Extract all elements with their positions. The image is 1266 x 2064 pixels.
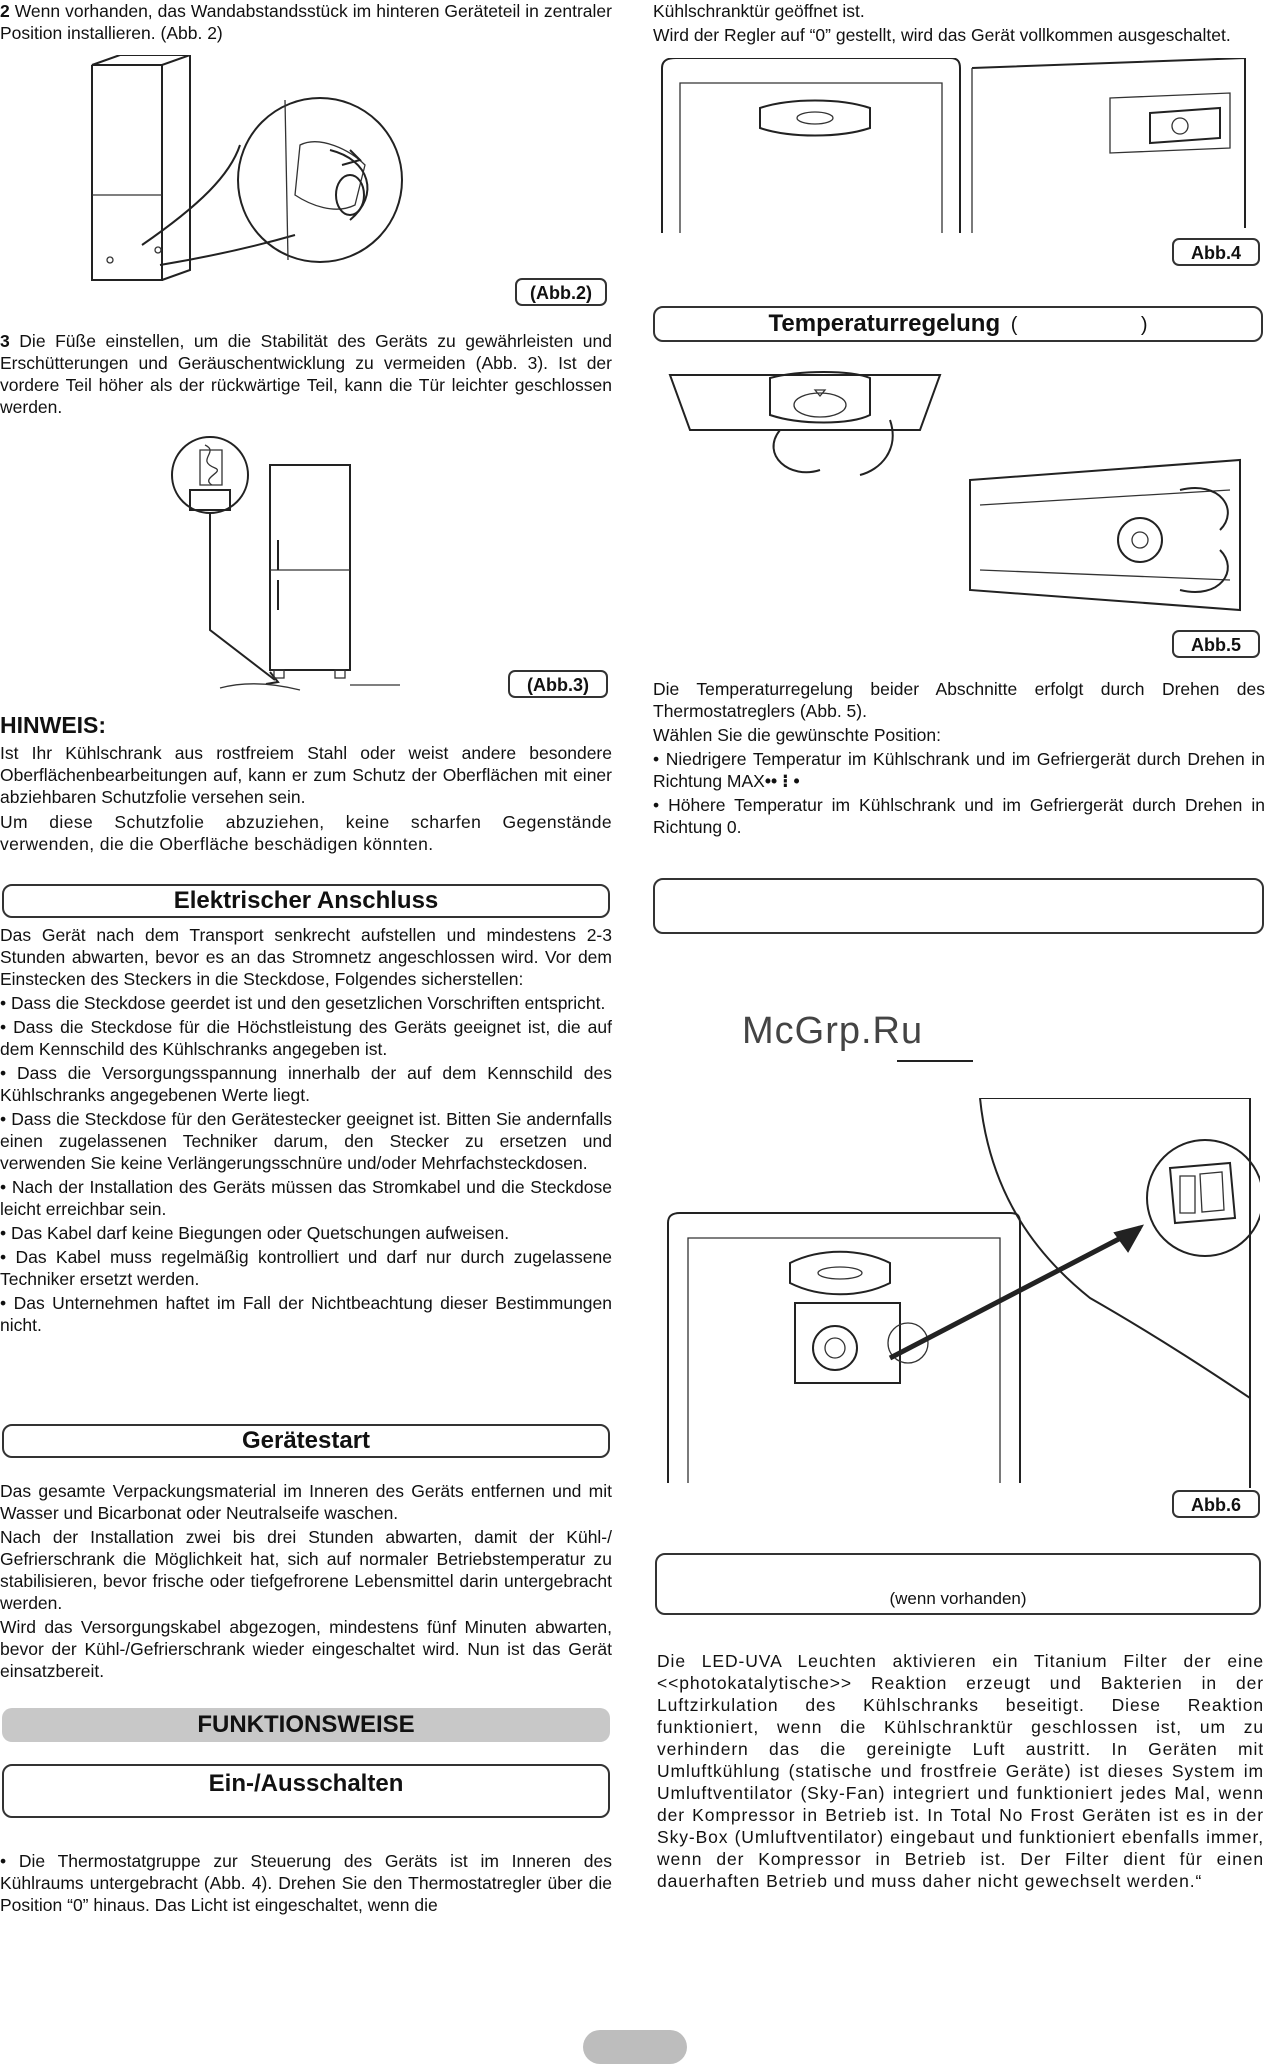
temperatur-p3: • Höhere Temperatur im Kühlschrank und im Gefriergerät durch Drehen in Richtung 0. — [653, 795, 1265, 837]
abb3-label: (Abb.3) — [508, 670, 608, 698]
hinweis-p1: Ist Ihr Kühlschrank aus rostfreiem Stahl oder weist andere besondere Oberflächenbearbeitungen auf, kann er zum Schutz der Oberflächen mit einer abziehbaren Schutzfolie versehen sein. — [0, 743, 612, 807]
temperatur-p2: • Niedrigere Temperatur im Kühlschrank und im Gefriergerät durch Drehen in Richtung MAX — [653, 749, 1265, 791]
uva-text: Die LED-UVA Leuchten aktivieren ein Titanium Filter der eine <<photokatalytische>> Reaktion erzeugt und Bakterien in der Luftzirkulation des Kühlschranks beseitigt. Diese Reaktion funktioniert, wenn die Kühlschranktür geschlossen ist, um zu verhindern das die gereinigte Luft austritt. In Geräten mit Umluftkühlung (statische und frostfreie Geräte) ist dieses System im Umluftventilator (Sky-Fan) integriert und funktioniert jedes Mal, wenn der Kompressor in Betrieb ist. In Total No Frost Geräten ist es in der Sky-Box (Umluftventilator) eingebaut und funktioniert ebenfalls immer, wenn der Kompressor in Betrieb ist. Der Filter dient für einen dauerhaften Betrieb und muss daher nicht gewechselt werden.“ — [657, 1651, 1264, 1891]
section-empty-heading-box — [653, 878, 1264, 934]
step2-body: Wenn vorhanden, das Wandabstandsstück im hinteren Geräteteil in zentraler Position installieren. (Abb. 2) — [0, 1, 612, 43]
page-number-pill — [583, 2030, 687, 2064]
geraetestart-p0: Das gesamte Verpackungsmaterial im Inneren des Geräts entfernen und mit Wasser und Bicarbonat oder Neutralseife waschen. — [0, 1481, 612, 1523]
einaus-text: • Die Thermostatgruppe zur Steuerung des Geräts ist im Inneren des Kühlraums untergebracht (Abb. 4). Drehen Sie den Thermostatregler über die Position “0” hinaus. Das Licht ist eingeschaltet, wenn die — [0, 1851, 612, 1915]
abb6-label: Abb.6 — [1172, 1490, 1260, 1518]
figure-abb6 — [660, 1098, 1260, 1488]
section-temperaturregelung — [653, 306, 1263, 342]
step3-text — [0, 330, 612, 418]
geraetestart-p2: Wird das Versorgungskabel abgezogen, mindestens fünf Minuten abwarten, bevor der Kühl-/Gefrierschrank wieder eingeschaltet wird. Nun ist das Gerät einsatzbereit. — [0, 1617, 612, 1681]
section-ein-ausschalten: Ein-/Ausschalten — [2, 1764, 610, 1818]
right-top-line-1: Wird der Regler auf “0” gestellt, wird das Gerät vollkommen ausgeschaltet. — [653, 25, 1231, 45]
section-elektrischer-anschluss: Elektrischer Anschluss — [2, 884, 610, 918]
temperaturregelung-paren-close: ) — [1140, 314, 1148, 336]
figure-abb5 — [660, 370, 1260, 625]
abb4-label: Abb.4 — [1172, 238, 1260, 266]
section-geraetestart: Gerätestart — [2, 1424, 610, 1458]
temperatur-p0: Die Temperaturregelung beider Abschnitte erfolgt durch Drehen des Thermostatreglers (Abb. 5). — [653, 679, 1265, 721]
step2-number: 2 — [0, 1, 10, 21]
elektrisch-p5: • Nach der Installation des Geräts müssen das Stromkabel und die Steckdose leicht erreichbar sein. — [0, 1177, 612, 1219]
hinweis-text — [0, 742, 612, 855]
temperaturregelung-paren-open: ( — [1010, 314, 1018, 336]
right-top-line-0: Kühlschranktür geöffnet ist. — [653, 1, 865, 21]
geraetestart-p1: Nach der Installation zwei bis drei Stunden abwarten, damit der Kühl-/ Gefrierschrank die Möglichkeit hat, sich auf normaler Betriebstemperatur zu stabilisieren, bevor frische oder tiefgefrorene Lebensmittel darin untergebracht werden. — [0, 1527, 612, 1613]
elektrisch-text — [0, 924, 612, 1336]
right-top-text — [653, 0, 1265, 46]
elektrisch-p1: • Dass die Steckdose geerdet ist und den gesetzlichen Vorschriften entspricht. — [0, 993, 606, 1013]
figure-abb3 — [170, 430, 420, 695]
temperaturregelung-title: Temperaturregelung — [768, 310, 1001, 337]
uva-heading-sub: (wenn vorhanden) — [889, 1589, 1027, 1608]
elektrisch-p7: • Das Kabel muss regelmäßig kontrolliert und darf nur durch zugelassene Techniker ersetzt werden. — [0, 1247, 612, 1289]
elektrisch-p4: • Dass die Steckdose für den Gerätestecker geeignet ist. Bitten Sie andernfalls einen zugelassenen Techniker darum, den Stecker zu ersetzen und verwenden Sie keine Verlängerungsschnüre und/oder Mehrfachsteckdosen. — [0, 1109, 612, 1173]
geraetestart-text — [0, 1480, 612, 1682]
elektrisch-p2: • Dass die Steckdose für die Höchstleistung des Geräts geeignet ist, die auf dem Kennschild des Kühlschranks angegeben ist. — [0, 1017, 612, 1059]
elektrisch-p8: • Das Unternehmen haftet im Fall der Nichtbeachtung dieser Bestimmungen nicht. — [0, 1293, 612, 1335]
max-symbol: •• ⁝ • — [764, 771, 800, 791]
step2-text — [0, 0, 612, 44]
section-funktionsweise: FUNKTIONSWEISE — [2, 1708, 610, 1742]
watermark: McGrp.Ru — [742, 1010, 924, 1052]
hinweis-p2: Um diese Schutzfolie abzuziehen, keine scharfen Gegenstände verwenden, die die Oberfläche beschädigen könnten. — [0, 812, 612, 854]
abb5-label: Abb.5 — [1172, 630, 1260, 658]
elektrisch-p0: Das Gerät nach dem Transport senkrecht aufstellen und mindestens 2-3 Stunden abwarten, bevor es an das Stromnetz angeschlossen wird. Vor dem Einstecken des Steckers in die Steckdose, Folgendes sicherstellen: — [0, 925, 612, 989]
figure-abb2 — [80, 55, 480, 300]
section-uva-heading-box — [655, 1553, 1261, 1615]
elektrisch-p6: • Das Kabel darf keine Biegungen oder Quetschungen aufweisen. — [0, 1223, 510, 1243]
step3-number: 3 — [0, 331, 10, 351]
elektrisch-p3: • Dass die Versorgungsspannung innerhalb der auf dem Kennschild des Kühlschranks angegebenen Werte liegt. — [0, 1063, 612, 1105]
abb2-label: (Abb.2) — [515, 278, 607, 306]
temperatur-p2-wrap — [653, 748, 1265, 792]
temperatur-p1: Wählen Sie die gewünschte Position: — [653, 725, 941, 745]
hinweis-title: HINWEIS: — [0, 712, 107, 738]
figure-abb4 — [660, 58, 1260, 238]
step3-body: Die Füße einstellen, um die Stabilität des Geräts zu gewährleisten und Erschütterungen und Geräuschentwicklung zu vermeiden (Abb. 3). Ist der vordere Teil höher als der rückwärtige Teil, kann die Tür leichter geschlossen werden. — [0, 331, 612, 417]
temperatur-text — [653, 678, 1265, 838]
underline-blank — [897, 1060, 973, 1062]
